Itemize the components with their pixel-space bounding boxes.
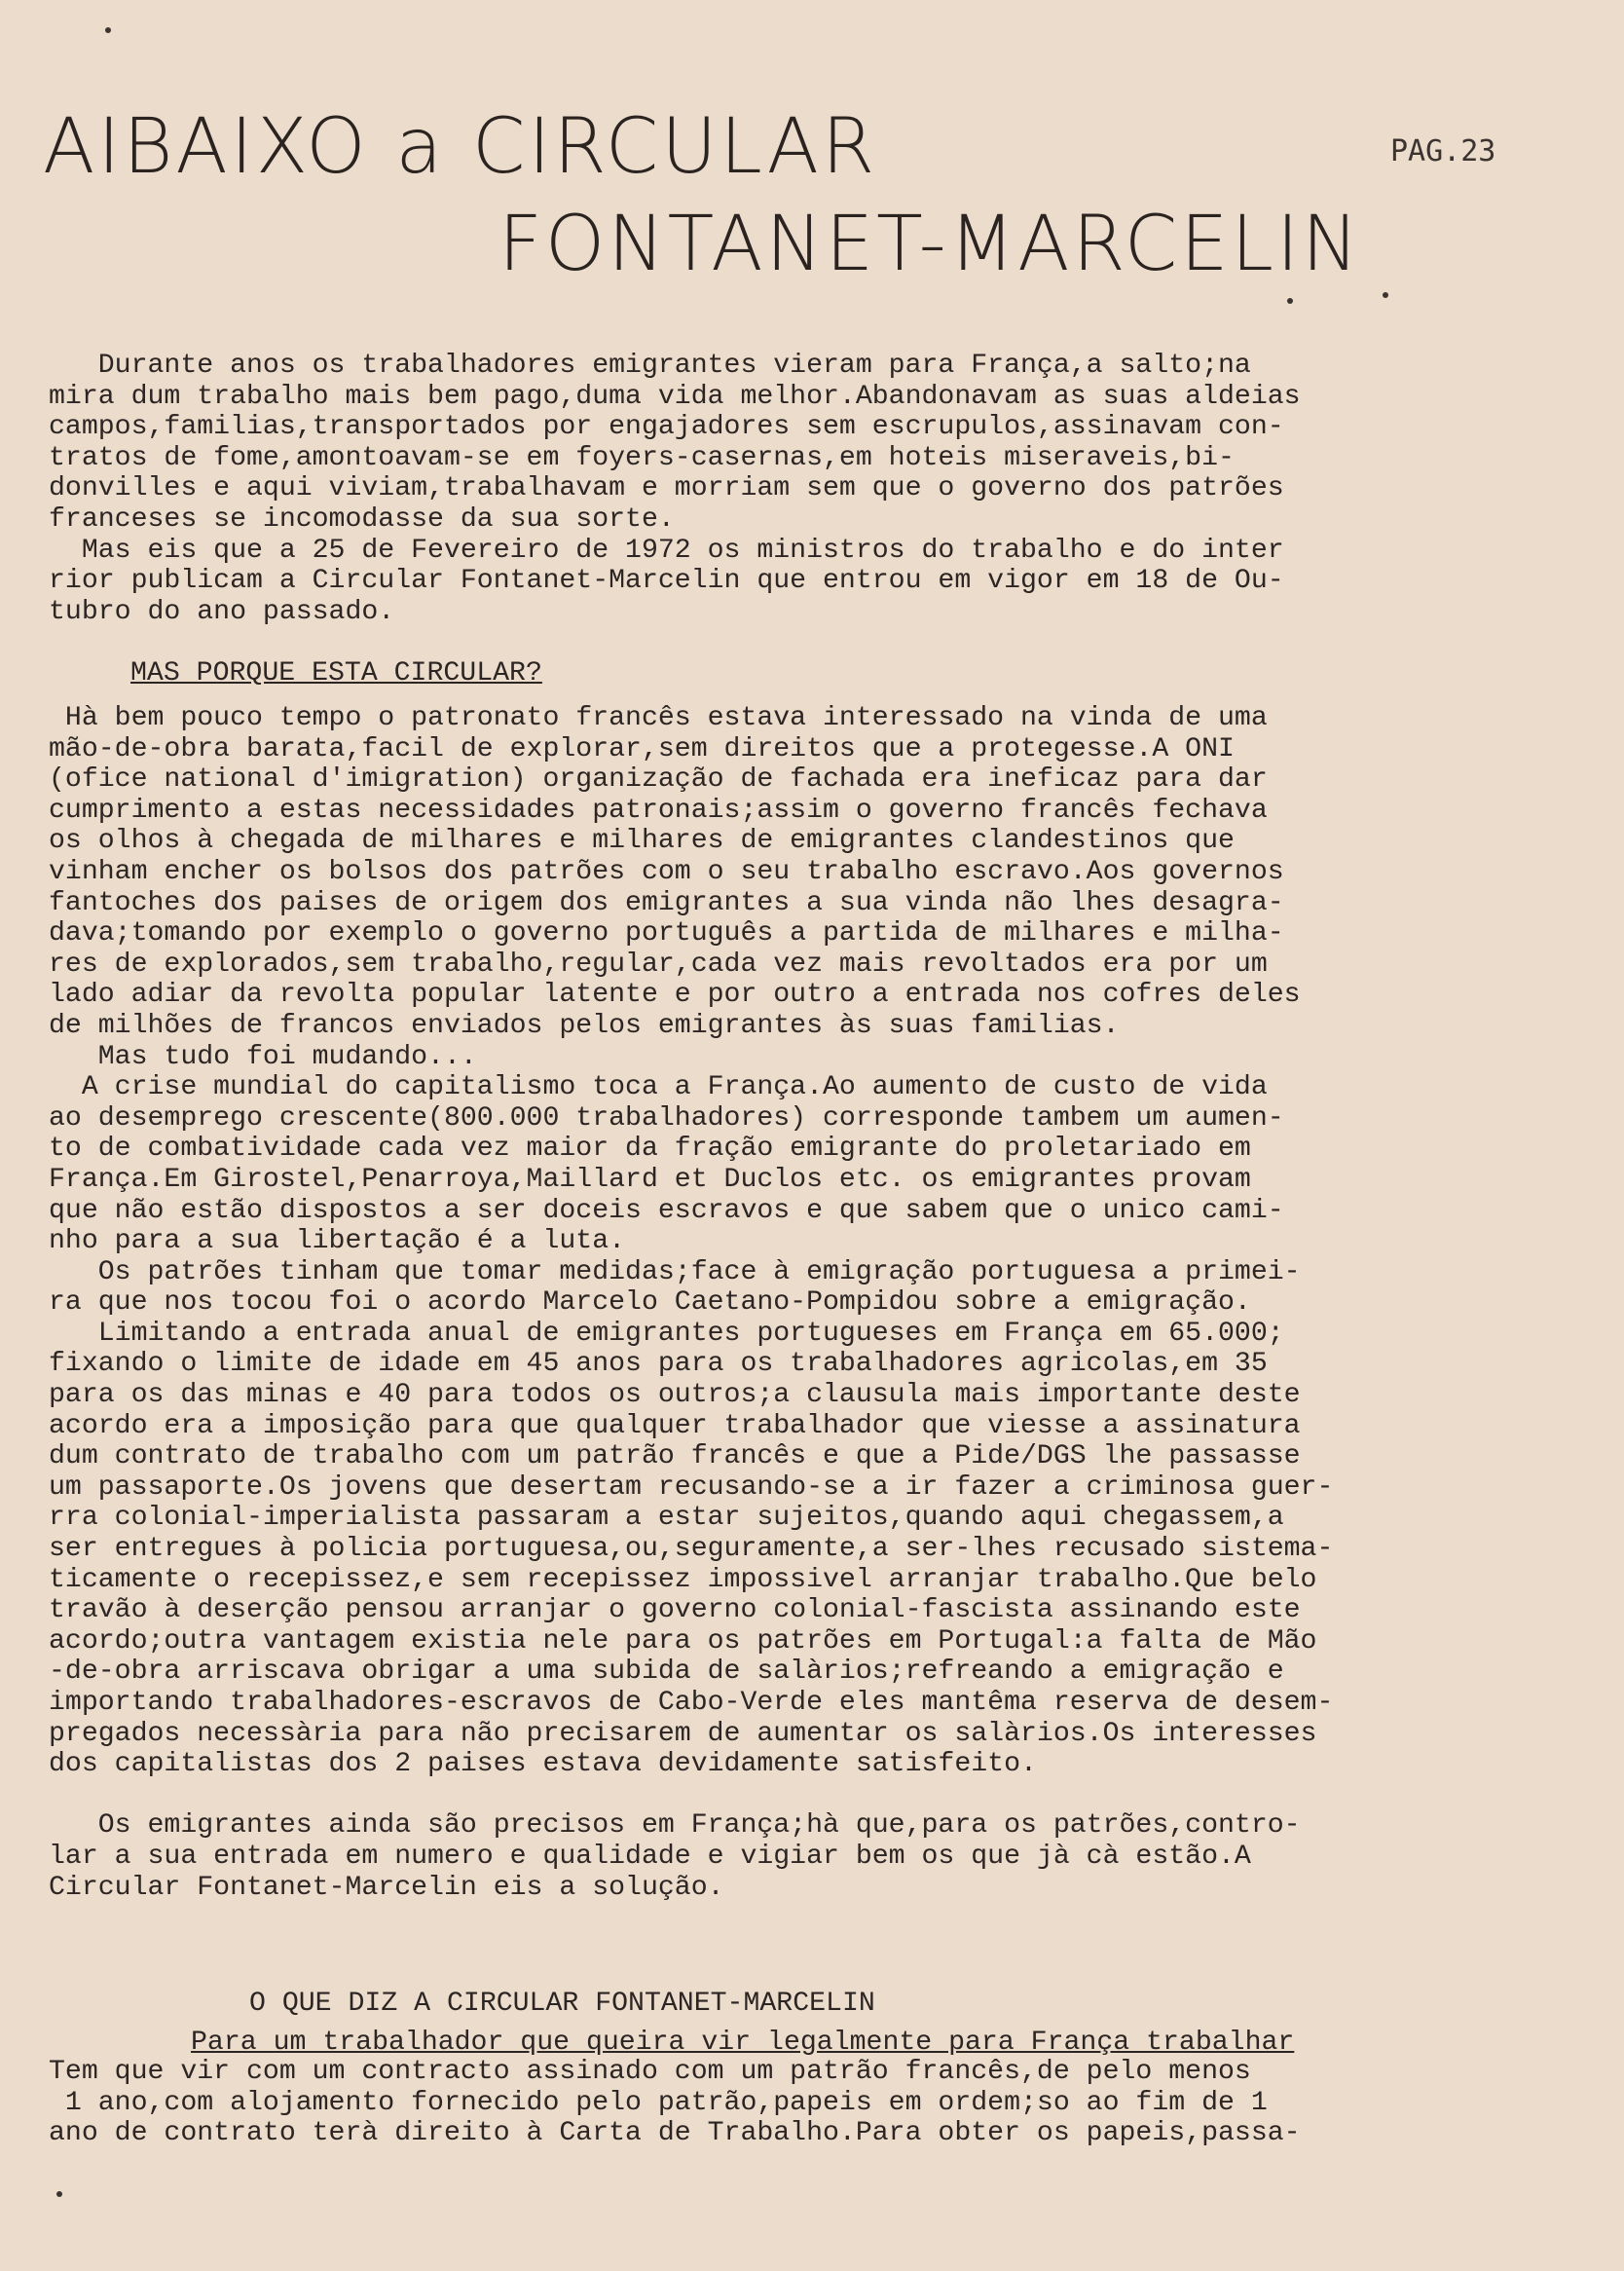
text-line: Limitando a entrada anual de emigrantes portugueses em França em 65.000; bbox=[49, 1318, 1284, 1349]
text-line: dum contrato de trabalho com um patrão francês e que a Pide/DGS lhe passasse bbox=[49, 1441, 1301, 1472]
text-line: para os das minas e 40 para todos os outros;a clausula mais importante deste bbox=[49, 1380, 1301, 1411]
intro-paragraph bbox=[49, 351, 1587, 627]
text-line: ano de contrato terà direito à Carta de Trabalho.Para obter os papeis,passa- bbox=[49, 2118, 1301, 2149]
body-paragraphs bbox=[49, 703, 1587, 1903]
text-line: pregados necessària para não precisarem de aumentar os salàrios.Os interesses bbox=[49, 1718, 1317, 1749]
text-line: Tem que vir com um contracto assinado com um patrão francês,de pelo menos bbox=[49, 2057, 1251, 2087]
text-line: vinham encher os bolsos dos patrões com o seu trabalho escravo.Aos governos bbox=[49, 856, 1284, 887]
text-line: lar a sua entrada em numero e qualidade e vigiar bem os que jà cà estão.A bbox=[49, 1841, 1251, 1872]
section-heading-why: MAS PORQUE ESTA CIRCULAR? bbox=[130, 658, 542, 689]
text-line: ser entregues à policia portuguesa,ou,seguramente,a ser-lhes recusado sistema- bbox=[49, 1534, 1334, 1565]
text-line: Os patrões tinham que tomar medidas;face à emigração portuguesa a primei- bbox=[49, 1256, 1301, 1287]
closing-paragraph bbox=[49, 2057, 1587, 2149]
subheading-worker: Para um trabalhador que queira vir legalmente para França trabalhar bbox=[191, 2028, 1295, 2058]
text-line: um passaporte.Os jovens que desertam recusando-se a ir fazer a criminosa guer- bbox=[49, 1471, 1334, 1503]
text-line bbox=[49, 1780, 1587, 1811]
text-line: Durante anos os trabalhadores emigrantes vieram para França,a salto;na bbox=[49, 351, 1251, 381]
text-line: fixando o limite de idade em 45 anos para os trabalhadores agricolas,em 35 bbox=[49, 1349, 1268, 1380]
text-line: os olhos à chegada de milhares e milhares de emigrantes clandestinos que bbox=[49, 826, 1235, 857]
text-line: rra colonial-imperialista passaram a estar sujeitos,quando aqui chegassem,a bbox=[49, 1503, 1284, 1534]
ink-speck bbox=[1383, 292, 1388, 298]
text-line: acordo era a imposição para que qualquer trabalhador que viesse a assinatura bbox=[49, 1410, 1301, 1441]
text-line: Circular Fontanet-Marcelin eis a solução. bbox=[49, 1872, 724, 1903]
text-line: Mas eis que a 25 de Fevereiro de 1972 os ministros do trabalho e do inter bbox=[49, 535, 1284, 566]
text-line: mão-de-obra barata,facil de explorar,sem direitos que a protegesse.A ONI bbox=[49, 733, 1235, 764]
text-line: Hà bem pouco tempo o patronato francês estava interessado na vinda de uma bbox=[49, 703, 1268, 733]
text-line: donvilles e aqui viviam,trabalhavam e morriam sem que o governo dos patrões bbox=[49, 473, 1284, 504]
text-line: lado adiar da revolta popular latente e por outro a entrada nos cofres deles bbox=[49, 980, 1301, 1011]
text-line: ticamente o recepissez,e sem recepissez impossivel arranjar trabalho.Que belo bbox=[49, 1564, 1317, 1595]
text-line: Mas tudo foi mudando... bbox=[49, 1041, 477, 1072]
ink-speck bbox=[1287, 298, 1293, 304]
text-line: rior publicam a Circular Fontanet-Marcelin que entrou em vigor em 18 de Ou- bbox=[49, 566, 1284, 597]
text-line: (ofice national d'imigration) organização de fachada era ineficaz para dar bbox=[49, 764, 1268, 796]
text-line: fantoches dos paises de origem dos emigrantes a sua vinda não lhes desagra- bbox=[49, 887, 1284, 918]
text-line: de milhões de francos enviados pelos emigrantes às suas familias. bbox=[49, 1010, 1120, 1041]
ink-speck bbox=[105, 27, 111, 33]
text-line: Os emigrantes ainda são precisos em França;hà que,para os patrões,contro- bbox=[49, 1810, 1301, 1842]
text-line: A crise mundial do capitalismo toca a França.Ao aumento de custo de vida bbox=[49, 1072, 1268, 1103]
ink-speck bbox=[56, 2191, 62, 2197]
text-line: res de explorados,sem trabalho,regular,cada vez mais revoltados era por um bbox=[49, 949, 1268, 980]
text-line: to de combatividade cada vez maior da fração emigrante do proletariado em bbox=[49, 1134, 1251, 1165]
text-line: dava;tomando por exemplo o governo português a partida de milhares e milha- bbox=[49, 918, 1284, 949]
text-line: franceses se incomodasse da sua sorte. bbox=[49, 503, 675, 535]
text-line: 1 ano,com alojamento fornecido pelo patrão,papeis em ordem;so ao fim de 1 bbox=[49, 2087, 1268, 2118]
text-line: campos,familias,transportados por engajadores sem escrupulos,assinavam con- bbox=[49, 412, 1284, 443]
text-line: França.Em Girostel,Penarroya,Maillard et Duclos etc. os emigrantes provam bbox=[49, 1164, 1251, 1195]
text-line: que não estão dispostos a ser doceis escravos e que sabem que o unico cami- bbox=[49, 1195, 1284, 1226]
text-line: importando trabalhadores-escravos de Cabo-Verde eles mantêma reserva de desem- bbox=[49, 1688, 1334, 1718]
text-line: travão à deserção pensou arranjar o governo colonial-fascista assinando este bbox=[49, 1595, 1301, 1626]
text-line: tratos de fome,amontoavam-se em foyers-casernas,em hoteis miseraveis,bi- bbox=[49, 442, 1235, 473]
text-line: dos capitalistas dos 2 paises estava devidamente satisfeito. bbox=[49, 1749, 1037, 1780]
title-line-1: AIBAIXO a CIRCULAR bbox=[43, 103, 878, 191]
text-line: mira dum trabalho mais bem pago,duma vida melhor.Abandonavam as suas aldeias bbox=[49, 381, 1301, 412]
text-line: ao desemprego crescente(800.000 trabalhadores) corresponde tambem um aumen- bbox=[49, 1102, 1284, 1134]
text-line: tubro do ano passado. bbox=[49, 596, 395, 627]
text-line: -de-obra arriscava obrigar a uma subida de salàrios;refreando a emigração e bbox=[49, 1657, 1284, 1688]
text-line: ra que nos tocou foi o acordo Marcelo Caetano-Pompidou sobre a emigração. bbox=[49, 1287, 1251, 1319]
title-line-2: FONTANET-MARCELIN bbox=[498, 201, 1362, 288]
page-number: PAG.23 bbox=[1390, 134, 1496, 168]
text-line: acordo;outra vantagem existia nele para os patrões em Portugal:a falta de Mão bbox=[49, 1625, 1317, 1657]
section-heading-what: O QUE DIZ A CIRCULAR FONTANET-MARCELIN bbox=[249, 1989, 875, 2019]
text-line: cumprimento a estas necessidades patronais;assim o governo francês fechava bbox=[49, 795, 1268, 826]
text-line: nho para a sua libertação é a luta. bbox=[49, 1226, 626, 1257]
